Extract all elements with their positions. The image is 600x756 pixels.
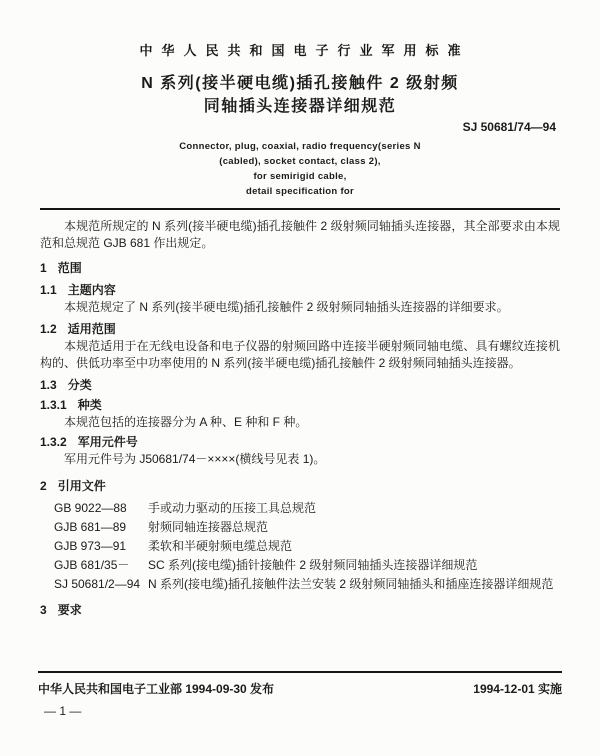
reference-item — [54, 538, 560, 554]
references-list — [40, 500, 560, 592]
reference-item — [54, 576, 560, 592]
document-title-line1: N 系列(接半硬电缆)插孔接触件 2 级射频 — [141, 75, 459, 92]
section-1-3-2-heading — [40, 434, 560, 451]
section-number: 1.3.2 — [40, 435, 67, 449]
section-label: 要求 — [57, 603, 82, 617]
english-title-line3: for semirigid cable, — [253, 171, 347, 182]
reference-code: GB 9022—88 — [54, 501, 127, 515]
footer-divider-rule — [38, 671, 562, 673]
section-1-3-1-heading — [40, 397, 560, 414]
section-1-2-text: 本规范适用于在无线电设备和电子仪器的射频回路中连接半硬射频同轴电缆、具有螺纹连接机构的、供低功率至中功率使用的 N 系列(接半硬电缆)插孔接触件 2 级射频同轴插头连接器。 — [40, 339, 560, 370]
reference-title: N 系列(接电缆)插孔接触件法兰安装 2 级射频同轴插头和插座连接器详细规范 — [148, 577, 554, 591]
header-divider-rule — [40, 208, 560, 210]
reference-title: 柔软和半硬射频电缆总规范 — [148, 539, 293, 553]
reference-title: 手或动力驱动的压接工具总规范 — [148, 501, 317, 515]
section-label: 种类 — [77, 398, 102, 412]
document-title-line2: 同轴插头连接器详细规范 — [203, 98, 397, 115]
reference-title: 射频同轴连接器总规范 — [148, 520, 269, 534]
section-label: 军用元件号 — [77, 435, 138, 449]
section-label: 分类 — [67, 378, 92, 392]
english-title-line2: (cabled), socket contact, class 2), — [219, 156, 381, 167]
reference-item — [54, 500, 560, 516]
english-title-line4: detail specification for — [245, 186, 355, 197]
section-2-heading — [40, 478, 560, 495]
section-label: 范围 — [57, 261, 82, 275]
section-1-2-heading — [40, 321, 560, 338]
standard-header: 中华人民共和国电子行业军用标准 — [139, 43, 470, 58]
english-title — [40, 139, 560, 199]
section-number: 1 — [40, 261, 47, 275]
section-number: 2 — [40, 479, 47, 493]
section-label: 主题内容 — [67, 283, 116, 297]
intro-paragraph: 本规范所规定的 N 系列(接半硬电缆)插孔接触件 2 级射频同轴插头连接器，其全部要求由本规范和总规范 GJB 681 作出规定。 — [40, 219, 560, 250]
reference-code: GJB 973—91 — [54, 539, 127, 553]
reference-code: GJB 681/35－ — [54, 558, 130, 572]
footer — [38, 680, 562, 697]
section-number: 1.3.1 — [40, 398, 67, 412]
reference-item — [54, 519, 560, 535]
standard-number: SJ 50681/74—94 — [462, 120, 556, 134]
footer-issued-by: 中华人民共和国电子工业部 1994-09-30 发布 — [38, 682, 275, 696]
section-1-1-heading — [40, 282, 560, 299]
footer-effective-date: 1994-12-01 实施 — [473, 682, 562, 696]
title-block — [40, 72, 560, 118]
page-number: — 1 — — [44, 704, 82, 718]
section-number: 1.2 — [40, 322, 57, 336]
section-number: 3 — [40, 603, 47, 617]
section-label: 适用范围 — [67, 322, 116, 336]
section-1-1-text: 本规范规定了 N 系列(接半硬电缆)插孔接触件 2 级射频同轴插头连接器的详细要求。 — [64, 300, 509, 314]
section-1-3-1-text: 本规范包括的连接器分为 A 种、E 种和 F 种。 — [64, 415, 308, 429]
section-3-heading — [40, 602, 560, 619]
english-title-line1: Connector, plug, coaxial, radio frequency(series N — [179, 141, 421, 152]
section-number: 1.3 — [40, 378, 57, 392]
reference-title: SC 系列(接电缆)插针接触件 2 级射频同轴插头连接器详细规范 — [148, 558, 478, 572]
section-1-heading — [40, 260, 560, 277]
reference-code: SJ 50681/2—94 — [54, 577, 141, 591]
section-1-3-2-text: 军用元件号为 J50681/74－××××(横线号见表 1)。 — [64, 452, 326, 466]
section-label: 引用文件 — [57, 479, 106, 493]
section-1-3-heading — [40, 377, 560, 394]
reference-item — [54, 557, 560, 573]
section-number: 1.1 — [40, 283, 57, 297]
reference-code: GJB 681—89 — [54, 520, 127, 534]
